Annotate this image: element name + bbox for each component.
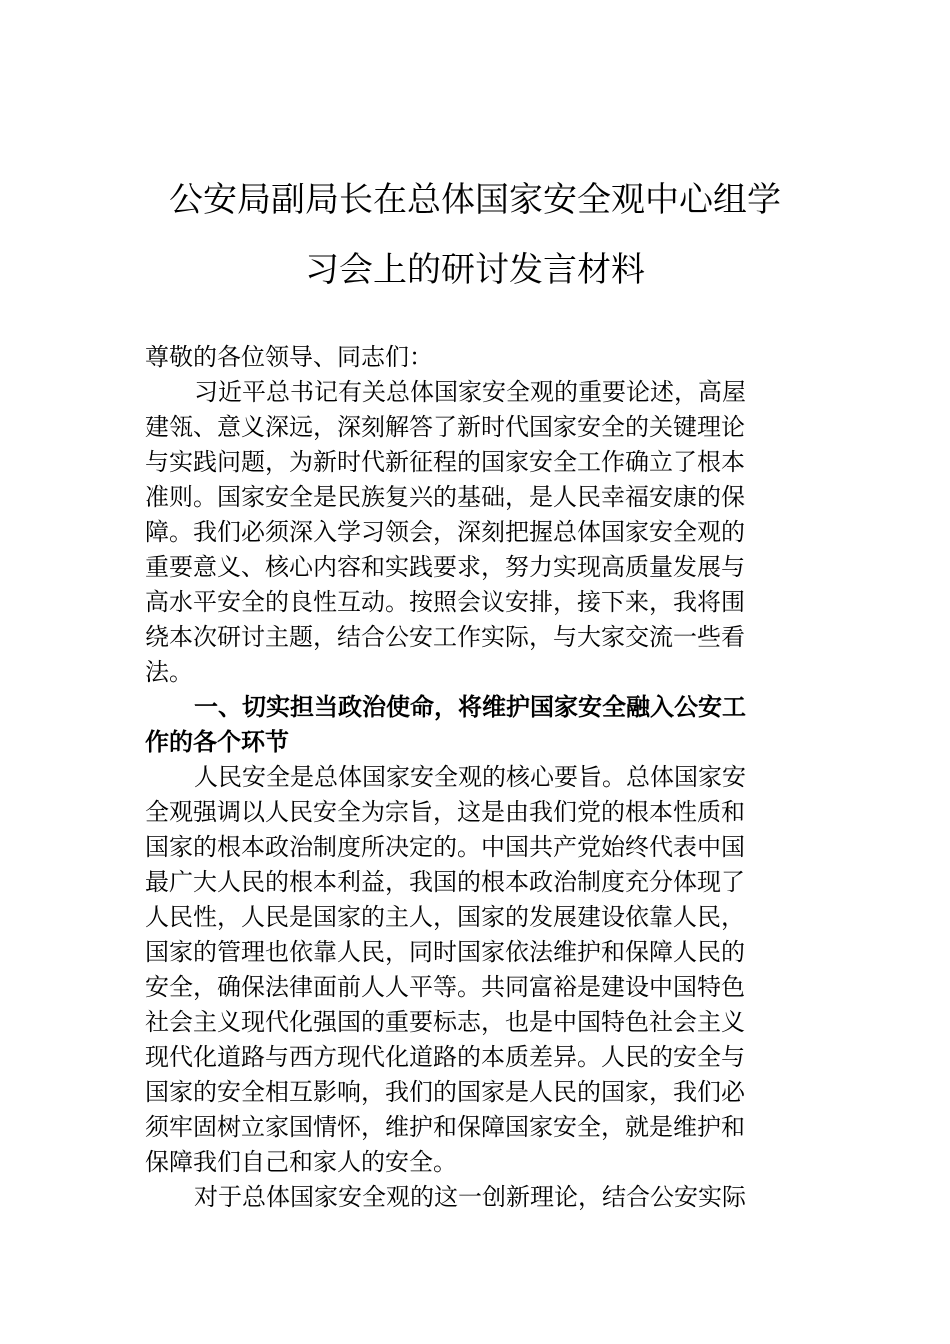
heading-line: 一、切实担当政治使命，将维护国家安全融入公安工: [194, 693, 746, 721]
paragraph-line: 全观强调以人民安全为宗旨，这是由我们党的根本性质和: [145, 798, 745, 826]
paragraph-innovation: [145, 1180, 810, 1215]
paragraph-line: 与实践问题，为新时代新征程的国家安全工作确立了根本: [145, 448, 745, 476]
paragraph-line: 国家的根本政治制度所决定的。中国共产党始终代表中国: [145, 833, 745, 861]
paragraph-line: 障。我们必须深入学习领会，深刻把握总体国家安全观的: [145, 518, 745, 546]
paragraph-line: 法。: [145, 658, 193, 686]
document-body: [145, 340, 810, 1215]
paragraph-line: 建瓴、意义深远，深刻解答了新时代国家安全的关键理论: [145, 413, 745, 441]
paragraph-line: 最广大人民的根本利益，我国的根本政治制度充分体现了: [145, 868, 745, 896]
paragraph-line: 保障我们自己和家人的安全。: [145, 1148, 457, 1176]
section-heading-1: [145, 690, 810, 760]
paragraph-line: 绕本次研讨主题，结合公安工作实际，与大家交流一些看: [145, 623, 745, 651]
paragraph-line: 准则。国家安全是民族复兴的基础，是人民幸福安康的保: [145, 483, 745, 511]
salutation: 尊敬的各位领导、同志们：: [145, 343, 433, 371]
paragraph-line: 现代化道路与西方现代化道路的本质差异。人民的安全与: [145, 1043, 745, 1071]
paragraph-line: 高水平安全的良性互动。按照会议安排，接下来，我将围: [145, 588, 745, 616]
heading-line: 作的各个环节: [145, 728, 289, 756]
paragraph-line: 安全，确保法律面前人人平等。共同富裕是建设中国特色: [145, 973, 745, 1001]
paragraph-line: 重要意义、核心内容和实践要求，努力实现高质量发展与: [145, 553, 745, 581]
paragraph-line: 人民安全是总体国家安全观的核心要旨。总体国家安: [194, 763, 746, 791]
paragraph-people-security: [145, 760, 810, 1180]
paragraph-line: 对于总体国家安全观的这一创新理论，结合公安实际: [194, 1183, 746, 1211]
paragraph-line: 人民性，人民是国家的主人，国家的发展建设依靠人民，: [145, 903, 745, 931]
paragraph-line: 社会主义现代化强国的重要标志，也是中国特色社会主义: [145, 1008, 745, 1036]
paragraph-line: 习近平总书记有关总体国家安全观的重要论述，高屋: [194, 378, 746, 406]
document-title-line-1: 公安局副局长在总体国家安全观中心组学: [169, 180, 781, 220]
paragraph-line: 须牢固树立家国情怀，维护和保障国家安全，就是维护和: [145, 1113, 745, 1141]
document-title-line-2: 习会上的研讨发言材料: [305, 250, 645, 290]
paragraph-intro: [145, 375, 810, 690]
paragraph-line: 国家的管理也依靠人民，同时国家依法维护和保障人民的: [145, 938, 745, 966]
paragraph-line: 国家的安全相互影响，我们的国家是人民的国家，我们必: [145, 1078, 745, 1106]
